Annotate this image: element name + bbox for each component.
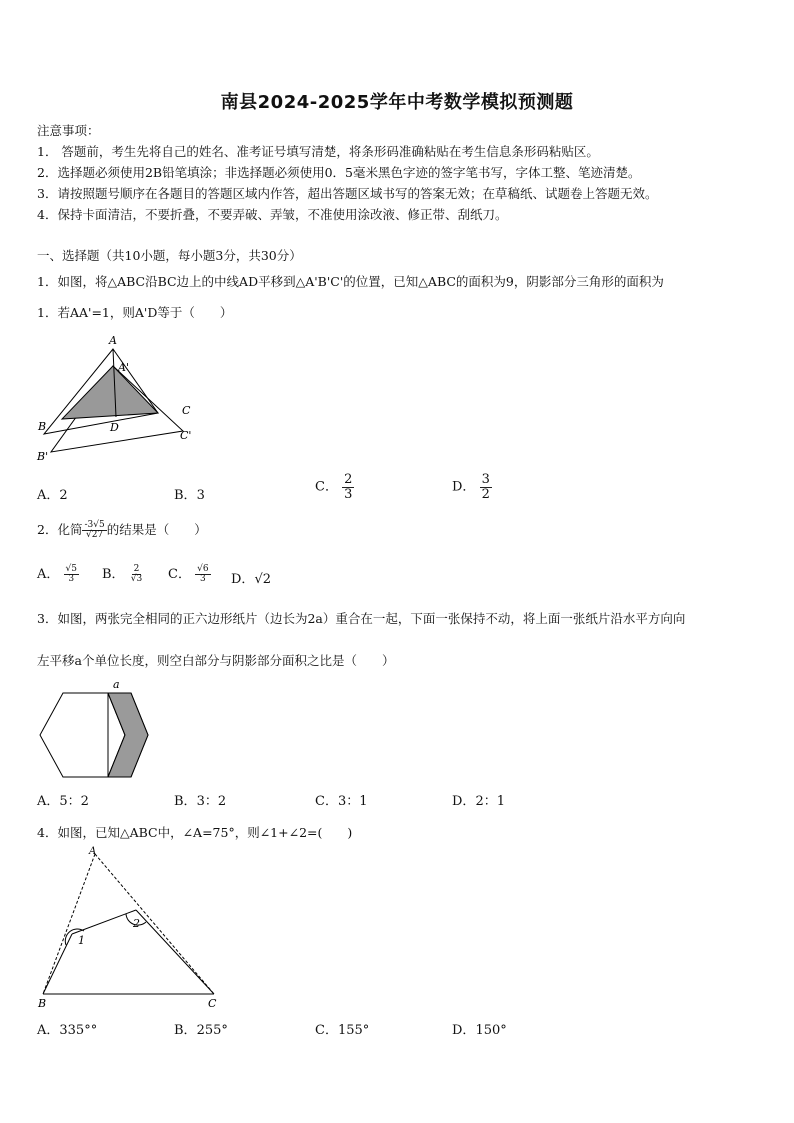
q1-option-d[interactable]: D． $\frac{3}{2}$ [452, 472, 490, 502]
label-b-prime: B' [37, 450, 49, 463]
q3-option-c[interactable]: C．3：1 [315, 794, 368, 809]
label-b: B [38, 997, 47, 1010]
q1-option-a[interactable]: A．2 [37, 488, 68, 503]
q1-figure [34, 330, 214, 465]
notice-item-1: 1． 答题前，考生先将自己的姓名、准考证号填写清楚，将条形码准确粘贴在考生信息条形码粘贴区。 [37, 144, 599, 159]
q4-option-a[interactable]: A．335°° [37, 1023, 98, 1038]
q3-option-a[interactable]: A．5：2 [37, 794, 89, 809]
q4-stem: 4．如图，已知△ABC中，∠A=75°，则∠1+∠2=( ) [37, 825, 353, 840]
q2-stem: 2．化简 $\frac{-3√5}{√27}$ 的结果是（ ） [37, 519, 207, 540]
q4-option-c[interactable]: C．155° [315, 1023, 370, 1038]
q2-option-d[interactable]: D．√2 [231, 572, 271, 587]
dashed-side-ac [95, 854, 214, 994]
label-a: a [113, 678, 120, 691]
q3-option-b[interactable]: B．3：2 [174, 794, 227, 809]
q4-option-b[interactable]: B．255° [174, 1023, 228, 1038]
side-b [43, 934, 72, 994]
label-c: C [182, 404, 191, 417]
cut-line [72, 910, 136, 934]
label-c-prime: C' [180, 429, 192, 442]
label-b: B [38, 420, 47, 433]
q2-option-a[interactable]: A． $\frac{√5}{3}$ [37, 563, 77, 584]
q1-stem-line2: 1．若AA'=1，则A'D等于（ ） [37, 305, 233, 320]
q4-option-d[interactable]: D．150° [452, 1023, 507, 1038]
q3-stem-line1: 3．如图，两张完全相同的正六边形纸片（边长为2a）重合在一起，下面一张保持不动，将上面一张纸片沿水平方向向 [37, 611, 686, 626]
blank-region [40, 693, 125, 777]
label-angle-2: 2 [133, 917, 140, 930]
side-c [136, 910, 214, 994]
notice-heading: 注意事项： [37, 123, 100, 138]
fraction: $\frac{2}{√3}$ [130, 563, 143, 584]
fraction: $\frac{-3√5}{√27}$ [84, 519, 105, 540]
q3-figure [34, 676, 159, 781]
q1-option-b[interactable]: B．3 [174, 488, 205, 503]
label-a-prime: A' [118, 361, 129, 374]
label-d: D [110, 421, 119, 434]
q1-stem-line1: 1．如图，将△ABC沿BC边上的中线AD平移到△A'B'C'的位置，已知△ABC的面积为9，阴影部分三角形的面积为 [37, 274, 664, 289]
label-angle-1: 1 [78, 934, 85, 947]
q3-stem-line2: 左平移a个单位长度，则空白部分与阴影部分面积之比是（ ） [37, 653, 395, 668]
dashed-side-ab [43, 854, 95, 994]
label-a: A [109, 334, 117, 347]
fraction: $\frac{2}{3}$ [344, 472, 353, 502]
notice-item-2: 2．选择题必须使用2B铅笔填涂；非选择题必须使用0．5毫米黑色字迹的签字笔书写，字体工整、笔迹清楚。 [37, 165, 641, 180]
page-title: 南县2024-2025学年中考数学模拟预测题 [220, 92, 574, 113]
q4-figure [34, 842, 234, 1012]
section-heading: 一、选择题（共10小题，每小题3分，共30分） [37, 248, 302, 263]
q2-option-c[interactable]: C． $\frac{√6}{3}$ [168, 563, 209, 584]
label-a: A [89, 846, 97, 857]
q3-option-d[interactable]: D．2：1 [452, 794, 505, 809]
q1-option-c[interactable]: C． $\frac{2}{3}$ [315, 472, 353, 502]
fraction: $\frac{√6}{3}$ [197, 563, 209, 584]
label-c: C [208, 997, 217, 1010]
notice-item-3: 3．请按照题号顺序在各题目的答题区域内作答，超出答题区域书写的答案无效；在草稿纸、试题卷上答题无效。 [37, 186, 658, 201]
fraction: $\frac{√5}{3}$ [65, 563, 77, 584]
fraction: $\frac{3}{2}$ [481, 472, 490, 502]
notice-item-4: 4．保持卡面清洁，不要折叠，不要弄破、弄皱，不准使用涂改液、修正带、刮纸刀。 [37, 207, 508, 222]
q2-option-b[interactable]: B． $\frac{2}{√3}$ [102, 563, 143, 584]
